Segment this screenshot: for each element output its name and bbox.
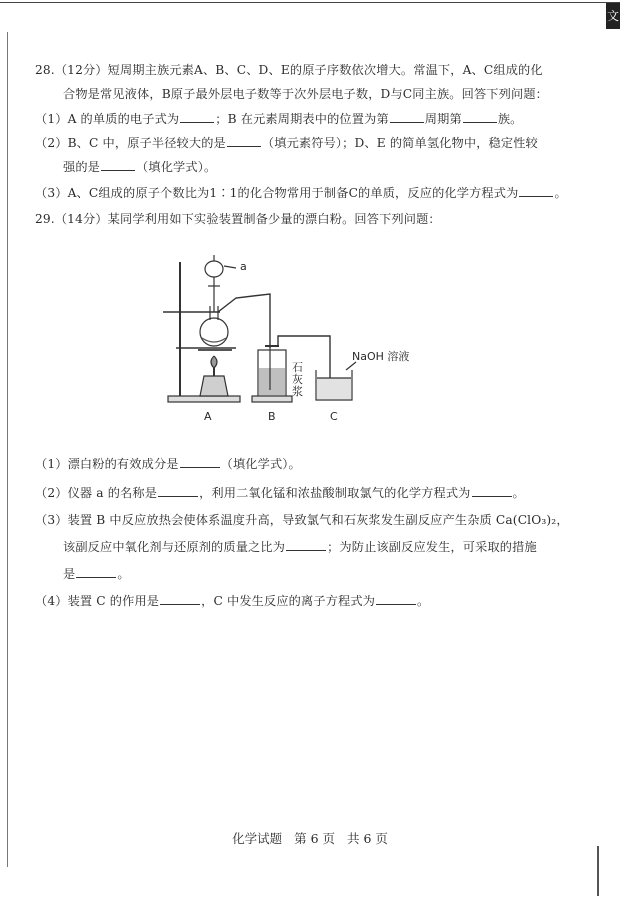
stand-base [168, 396, 240, 402]
answer-blank[interactable] [227, 136, 261, 147]
answer-blank[interactable] [376, 594, 416, 605]
q29-sub1 [35, 455, 301, 472]
q29-sub3-text-d: 是 [63, 567, 76, 581]
q29-sub2-text-b: ，利用二氧化锰和浓盐酸制取氯气的化学方程式为 [199, 486, 471, 500]
q29-stem: 29.（14分）某同学利用如下实验装置制备少量的漂白粉。回答下列问题： [35, 212, 441, 226]
footer-page-number: 第 6 页 [294, 831, 335, 846]
answer-blank[interactable] [390, 112, 424, 123]
q28-sub2-text-d: （填化学式）。 [136, 160, 217, 174]
q28-stem-line-1: 28.（12分）短周期主族元素A、B、C、D、E的原子序数依次增大。常温下，A、C组成的化 [35, 63, 543, 77]
label-apparatus-b: B [268, 410, 276, 423]
q29-sub2-text-a: （2）仪器 a 的名称是 [35, 486, 158, 500]
right-margin-line [597, 846, 599, 896]
q28-sub2-text-c: 强的是 [63, 160, 101, 174]
footer-total-pages: 共 6 页 [346, 831, 388, 846]
label-a-leader [224, 266, 236, 268]
q28-sub1-text-b: ；B 在元素周期表中的位置为第 [215, 112, 389, 126]
footer-subject: 化学试题 [232, 831, 283, 846]
label-a: a [240, 260, 247, 273]
q29-sub2-text-c: 。 [512, 486, 525, 500]
q29-sub4-text-c: 。 [417, 594, 430, 608]
answer-blank[interactable] [286, 540, 326, 551]
lime-slurry [259, 368, 285, 395]
label-apparatus-a: A [204, 410, 212, 423]
q29-sub4 [35, 592, 429, 609]
q28-sub1-text-a: （1）A 的单质的电子式为 [35, 112, 180, 126]
q29-sub3-cont [63, 538, 537, 555]
answer-blank[interactable] [472, 486, 512, 497]
q29-sub2 [35, 484, 525, 501]
lamp-flame [211, 356, 217, 368]
q28-sub2-text-a: （2）B、C 中，原子半径较大的是 [35, 136, 226, 150]
answer-blank[interactable] [101, 160, 135, 171]
q29-sub3-text-b: 该副反应中氧化剂与还原剂的质量之比为 [63, 540, 286, 554]
page-footer [0, 829, 620, 847]
naoh-solution [317, 378, 351, 399]
answer-blank[interactable] [158, 486, 198, 497]
answer-blank[interactable] [463, 112, 497, 123]
answer-blank[interactable] [180, 457, 220, 468]
q29-sub3-text-e: 。 [117, 567, 130, 581]
q28-stem-line-2: 合物是常见液体，B原子最外层电子数等于次外层电子数，D与C同主族。回答下列问题： [63, 87, 548, 101]
q29-sub1-text-b: （填化学式）。 [220, 457, 301, 471]
top-border-line [0, 2, 620, 3]
corner-tab-mark: 文 [606, 3, 620, 29]
bottle-b-base [252, 396, 292, 402]
q29-sub3-text-c: ；为防止该副反应发生，可采取的措施 [327, 540, 537, 554]
q29-sub3-cont2 [63, 565, 130, 582]
q28-sub1 [35, 110, 523, 127]
answer-blank[interactable] [180, 112, 214, 123]
answer-blank[interactable] [160, 594, 200, 605]
label-apparatus-c: C [330, 410, 338, 423]
q28-sub1-text-d: 族。 [497, 112, 523, 126]
q28-sub2 [35, 134, 538, 151]
q28-sub3-text-a: （3）A、C组成的原子个数比为1∶1的化合物常用于制备C的单质，反应的化学方程式为 [35, 186, 519, 200]
q29-sub4-text-a: （4）装置 C 的作用是 [35, 594, 160, 608]
q28-sub2-text-b: （填元素符号）；D、E 的简单氢化物中，稳定性较 [261, 136, 538, 150]
q28-sub2-cont [63, 158, 216, 175]
label-naoh-solution: NaOH 溶液 [352, 350, 410, 363]
q29-sub1-text-a: （1）漂白粉的有效成分是 [35, 457, 179, 471]
apparatus-figure [158, 250, 458, 430]
q29-sub4-text-b: ，C 中发生反应的离子方程式为 [201, 594, 376, 608]
flask-liquid [202, 338, 226, 342]
q28-sub3 [35, 184, 567, 201]
left-margin-line [7, 32, 8, 867]
separatory-funnel-bulb [205, 261, 223, 277]
alcohol-lamp [200, 376, 228, 396]
q28-sub1-text-c: 周期第 [424, 112, 462, 126]
q29-sub3: （3）装置 B 中反应放热会使体系温度升高，导致氯气和石灰浆发生副反应产生杂质 Ca(ClO₃)₂， [35, 513, 569, 527]
apparatus-diagram [158, 250, 458, 430]
label-lime-slurry: 石灰浆 [292, 361, 303, 398]
answer-blank[interactable] [519, 186, 553, 197]
answer-blank[interactable] [76, 567, 116, 578]
q28-sub3-text-b: 。 [554, 186, 567, 200]
